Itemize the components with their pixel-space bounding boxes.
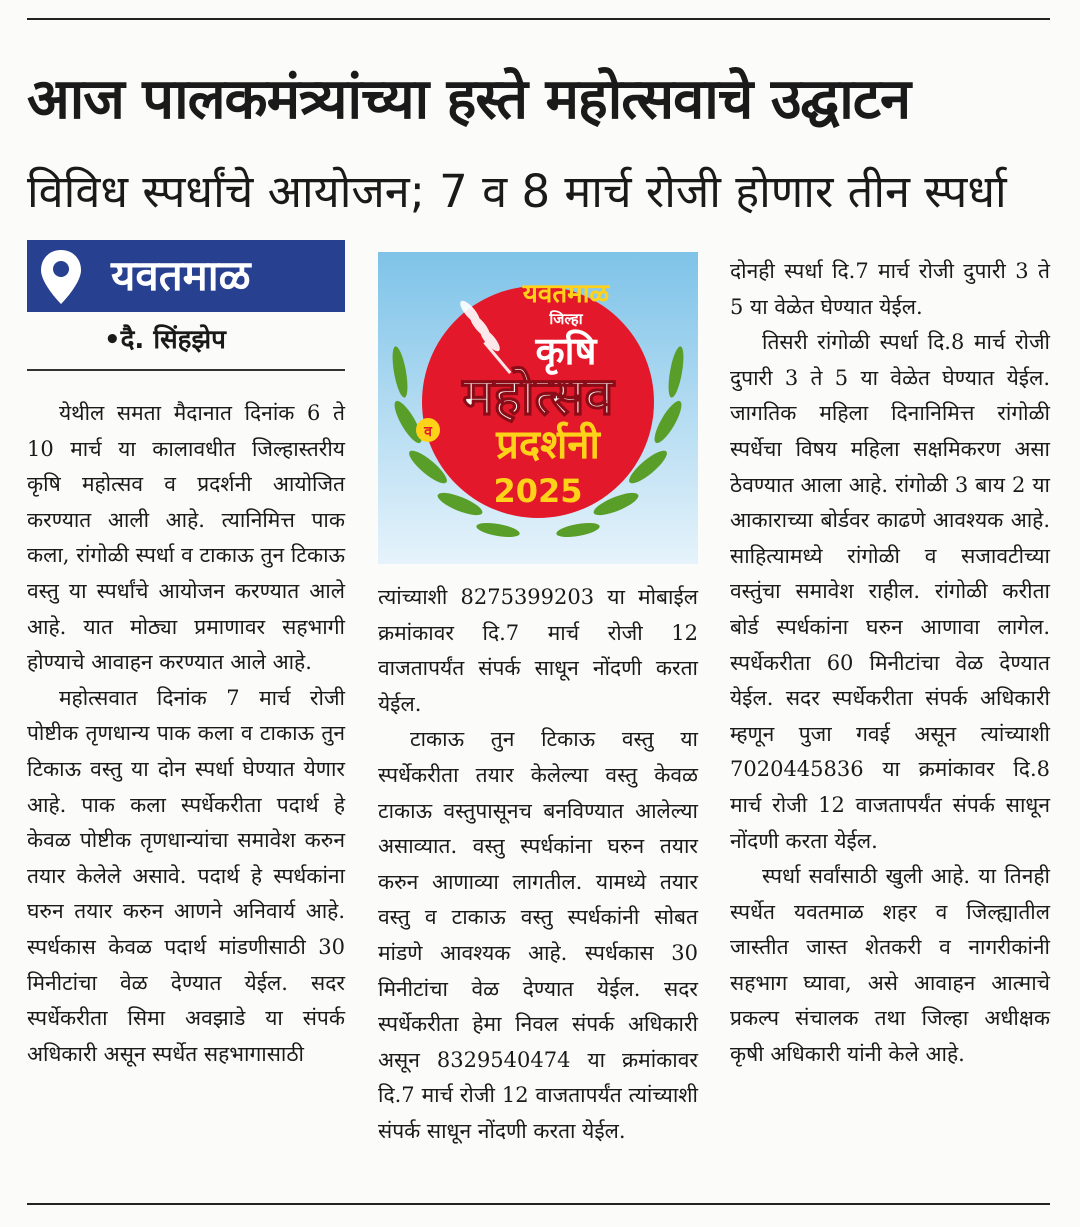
article-column-1: [27, 396, 345, 1072]
paragraph: तिसरी रांगोळी स्पर्धा दि.8 मार्च रोजी दुपारी 3 ते 5 या वेळेत घेण्यात येईल. जागतिक महिला दिनानिमित्त रांगोळी स्पर्धेचा विषय महिला सक्षमिकरण असा ठेवण्यात आला आहे. रांगोळी 3 बाय 2 या आकाराच्या बोर्डवर काढणे आवश्यक आहे. साहित्यामध्ये रांगोळी व सजावटीच्या वस्तुंचा समावेश राहील. रांगोळी करीता बोर्ड स्पर्धकांना घरुन आणावा लागेल. स्पर्धेकरीता 60 मिनीटांचा वेळ देण्यात येईल. सदर स्पर्धेकरीता संपर्क अधिकारी म्हणून पुजा गवई असून त्यांच्याशी 7020445836 या क्रमांकावर दि.8 मार्च रोजी 12 वाजतापर्यंत संपर्क साधून नोंदणी करता येईल.: [730, 330, 1050, 853]
bottom-rule: [27, 1203, 1050, 1205]
paragraph: स्पर्धा सर्वांसाठी खुली आहे. या तिनही स्पर्धेत यवतमाळ शहर व जिल्ह्यातील जास्तीत जास्त शेतकरी व नागरीकांनी सहभाग घ्यावा, असे आवाहन आत्माचे प्रकल्प संचालक तथा जिल्हा अधीक्षक कृषी अधिकारी यांनी केले आहे.: [730, 864, 1050, 1067]
logo-word2: महोत्सव: [462, 367, 614, 427]
byline-rule: [27, 369, 345, 371]
paragraph: दोनही स्पर्धा दि.7 मार्च रोजी दुपारी 3 ते 5 या वेळेत घेण्यात येईल.: [730, 259, 1050, 319]
headline: आज पालकमंत्र्यांच्या हस्ते महोत्सवाचे उद्घाटन: [27, 67, 911, 132]
byline: •दै. सिंहझेप: [104, 325, 226, 355]
festival-logo: [378, 252, 698, 564]
subheadline: विविध स्पर्धांचे आयोजन; 7 व 8 मार्च रोजी होणार तीन स्पर्धा: [27, 165, 1007, 218]
paragraph: टाकाऊ तुन टिकाऊ वस्तु या स्पर्धेकरीता तयार केलेल्या वस्तु केवळ टाकाऊ वस्तुपासूनच बनविण्यात आलेल्या असाव्यात. वस्तु स्पर्धकांना घरुन तयार करुन आणाव्या लागतील. यामध्ये तयार वस्तु व टाकाऊ वस्तु स्पर्धकांनी सोबत मांडणे आवश्यक आहे. स्पर्धकास 30 मिनीटांचा वेळ देण्यात येईल. सदर स्पर्धेकरीता हेमा निवल संपर्क अधिकारी असून 8329540474 या क्रमांकावर दि.7 मार्च रोजी 12 वाजतापर्यंत त्यांच्याशी संपर्क साधून नोंदणी करता येईल.: [378, 727, 698, 1143]
place-label: यवतमाळ: [111, 251, 251, 300]
logo-year: 2025: [493, 472, 583, 510]
paragraph: त्यांच्याशी 8275399203 या मोबाईल क्रमांकावर दि.7 मार्च रोजी 12 वाजतापर्यंत संपर्क साधून नोंदणी करता येईल.: [378, 585, 698, 716]
place-tag: [27, 240, 345, 312]
location-pin-icon: [37, 248, 85, 306]
logo-district: यवतमाळ: [522, 279, 610, 309]
article-column-3: [730, 254, 1050, 1073]
logo-word1: कृषि: [535, 329, 597, 373]
paragraph: येथील समता मैदानात दिनांक 6 ते 10 मार्च या कालावधीत जिल्हास्तरीय कृषि महोत्सव व प्रदर्शनी आयोजित करण्यात आली आहे. त्यानिमित्त पाक कला, रांगोळी स्पर्धा व टाकाऊ तुन टिकाऊ वस्तु या स्पर्धांचे आयोजन करण्यात आले आहे. यात मोठ्या प्रमाणावर सहभागी होण्याचे आवाहन करण्यात आले आहे.: [27, 401, 345, 675]
logo-word3: प्रदर्शनी: [496, 422, 600, 468]
logo-sub: जिल्हा: [549, 310, 583, 328]
article-column-2: [378, 580, 698, 1150]
paragraph: महोत्सवात दिनांक 7 मार्च रोजी पोष्टीक तृणधान्य पाक कला व टाकाऊ तुन टिकाऊ वस्तु या दोन स्पर्धा घेण्यात येणार आहे. पाक कला स्पर्धेकरीता पदार्थ हे केवळ पोष्टीक तृणधान्यांचा समावेश करुन तयार केलेले असावे. पदार्थ हे स्पर्धकांना घरुन तयार करुन आणने अनिवार्य आहे. स्पर्धकास केवळ पदार्थ मांडणीसाठी 30 मिनीटांचा वेळ देण्यात येईल. सदर स्पर्धेकरीता सिमा अवझाडे या संपर्क अधिकारी असून स्पर्धेत सहभागासाठी: [27, 685, 345, 1066]
top-rule: [27, 18, 1050, 20]
logo-connector: व: [424, 424, 432, 440]
